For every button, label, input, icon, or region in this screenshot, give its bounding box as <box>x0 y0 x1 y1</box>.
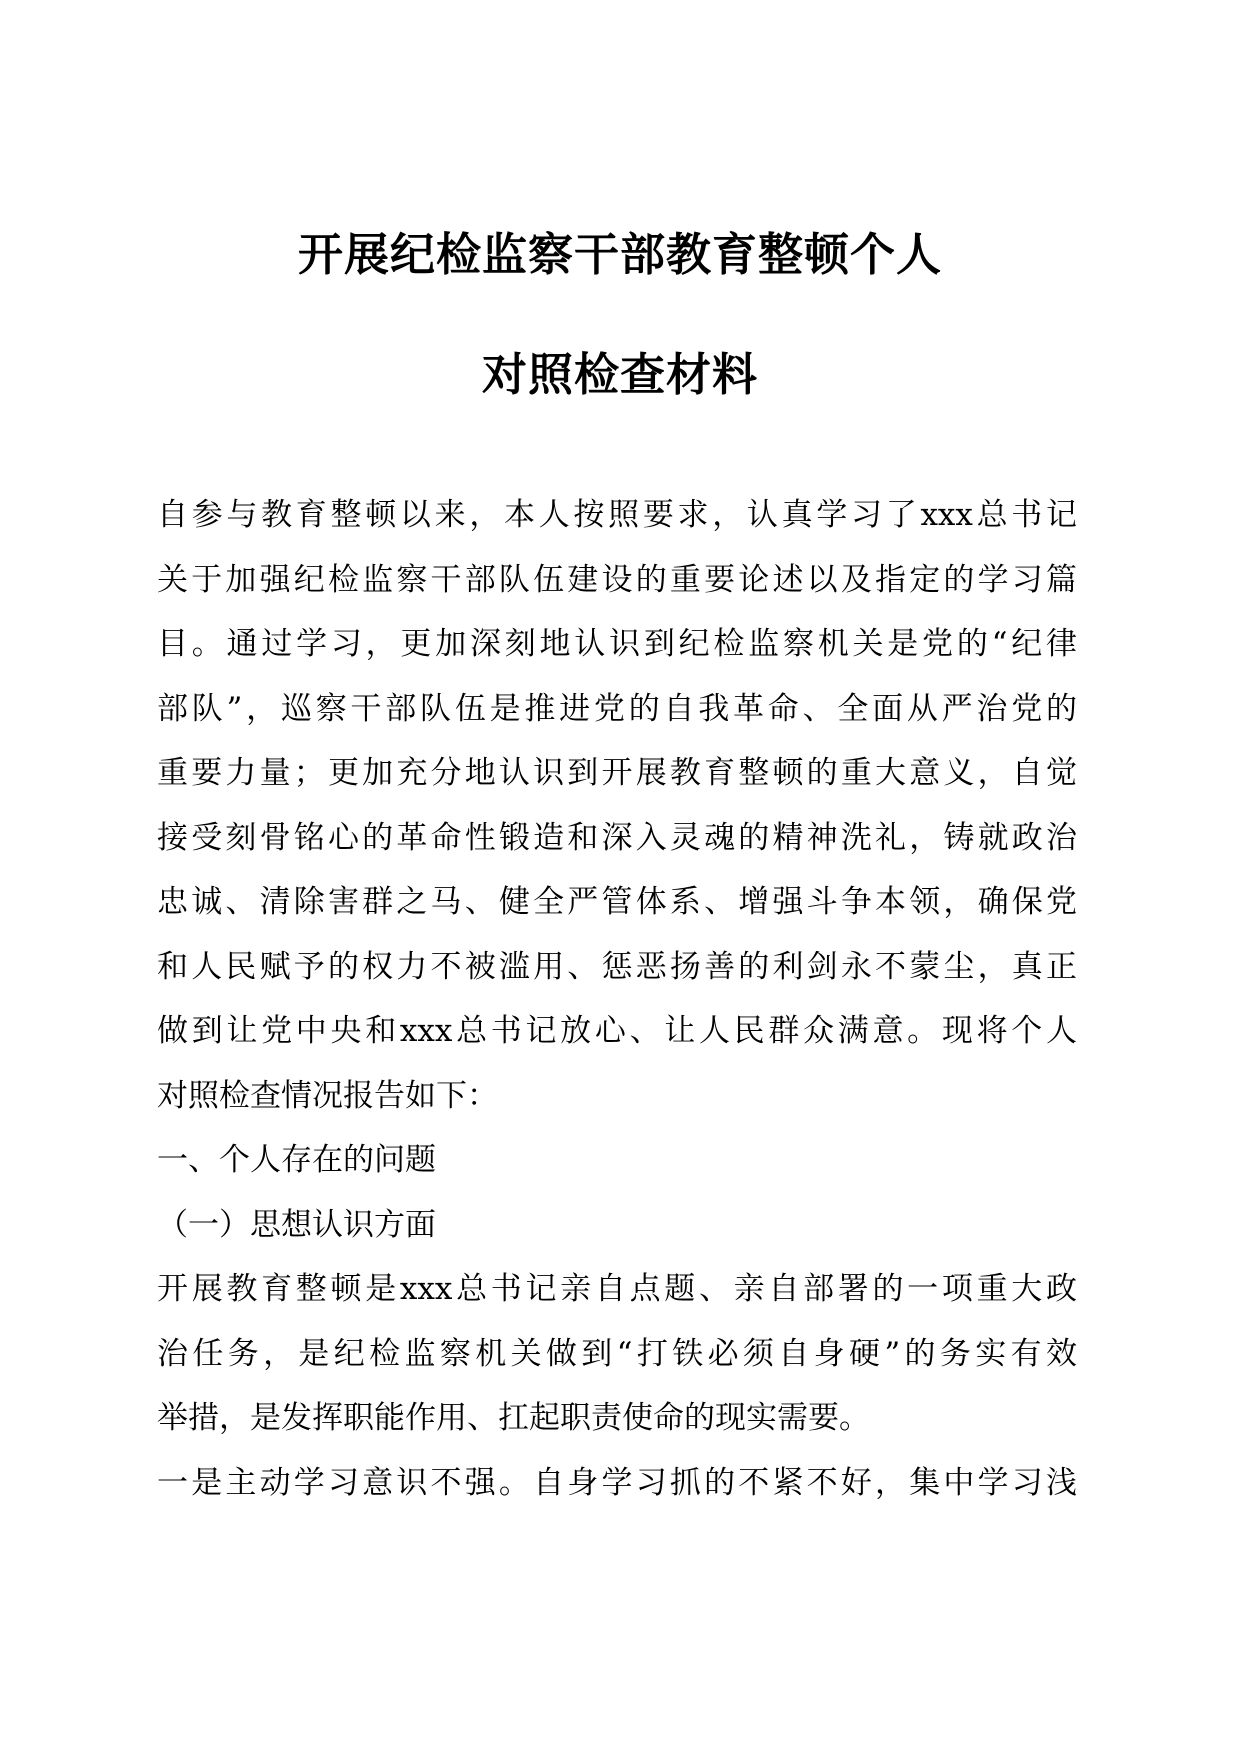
body-line: 接受刻骨铭心的革命性锻造和深入灵魂的精神洗礼，铸就政治 <box>157 819 1077 856</box>
title-line-1: 开展纪检监察干部教育整顿个人 <box>297 228 942 281</box>
body-line: 目。通过学习，更加深刻地认识到纪检监察机关是党的“纪律 <box>157 626 1077 662</box>
body-line: 治任务，是纪检监察机关做到“打铁必须自身硬”的务实有效 <box>157 1335 1077 1372</box>
body-line: 开展教育整顿是xxx总书记亲自点题、亲自部署的一项重大政 <box>157 1271 1077 1307</box>
section-heading: 一、个人存在的问题 <box>157 1142 436 1178</box>
body-line: 做到让党中央和xxx总书记放心、让人民群众满意。现将个人 <box>157 1013 1077 1049</box>
body-line: 和人民赋予的权力不被滥用、惩恶扬善的利剑永不蒙尘，真正 <box>157 948 1077 985</box>
document-body <box>157 483 1077 1515</box>
document-title <box>0 195 1240 435</box>
body-line: 忠诚、清除害群之马、健全严管体系、增强斗争本领，确保党 <box>157 884 1077 920</box>
body-line: 举措，是发挥职能作用、扛起职责使命的现实需要。 <box>157 1400 870 1436</box>
body-line: 关于加强纪检监察干部队伍建设的重要论述以及指定的学习篇 <box>157 561 1077 598</box>
body-line: 一是主动学习意识不强。自身学习抓的不紧不好，集中学习浅 <box>157 1464 1077 1501</box>
title-line-2: 对照检查材料 <box>481 348 758 401</box>
subsection-heading: （一）思想认识方面 <box>157 1206 436 1243</box>
body-line: 对照检查情况报告如下： <box>157 1077 498 1114</box>
body-line: 自参与教育整顿以来，本人按照要求，认真学习了xxx总书记 <box>157 497 1077 533</box>
body-line: 重要力量；更加充分地认识到开展教育整顿的重大意义，自觉 <box>157 755 1077 791</box>
body-line: 部队”，巡察干部队伍是推进党的自我革命、全面从严治党的 <box>157 690 1077 727</box>
